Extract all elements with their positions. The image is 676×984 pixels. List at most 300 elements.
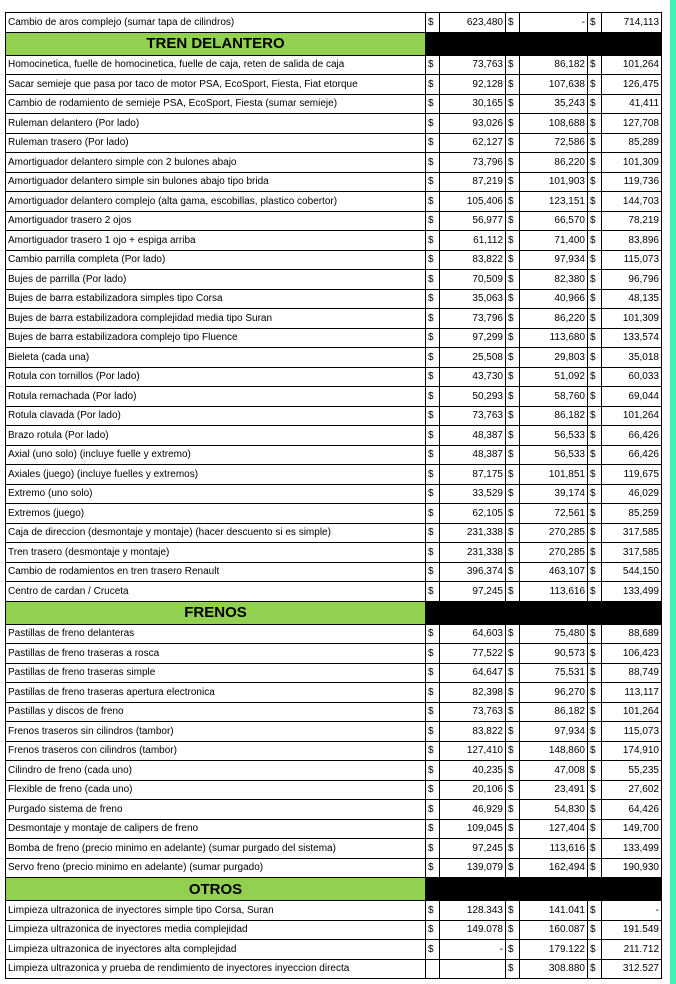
currency-symbol: $ [506,819,520,839]
item-description: Extremos (juego) [6,504,426,524]
currency-symbol: $ [506,901,520,921]
price-3: 88,749 [602,663,662,683]
price-3: 113,117 [602,683,662,703]
currency-symbol: $ [506,172,520,192]
currency-symbol: $ [588,328,602,348]
currency-symbol: $ [426,133,440,153]
table-row [6,858,662,878]
table-row [6,231,662,251]
price-3: 544,150 [602,562,662,582]
price-2: 51,092 [520,367,588,387]
currency-symbol: $ [506,309,520,329]
price-2: 123,151 [520,192,588,212]
table-row [6,582,662,602]
price-3: 83,896 [602,231,662,251]
currency-symbol: $ [506,644,520,664]
currency-symbol: $ [506,270,520,290]
price-2: 141.041 [520,901,588,921]
section-header-fill [426,32,662,55]
price-2: 29,803 [520,348,588,368]
currency-symbol: $ [506,624,520,644]
price-1: 56,977 [440,211,506,231]
price-3: 35,018 [602,348,662,368]
price-3: 101,264 [602,702,662,722]
item-description: Pastillas de freno traseras apertura electronica [6,683,426,703]
table-row [6,406,662,426]
currency-symbol: $ [506,348,520,368]
currency-symbol: $ [588,387,602,407]
section-header-fill [426,878,662,901]
currency-symbol: $ [588,800,602,820]
table-row [6,562,662,582]
currency-symbol: $ [426,348,440,368]
price-1: 73,763 [440,406,506,426]
price-3: 101,264 [602,55,662,75]
price-3: 85,259 [602,504,662,524]
currency-symbol: $ [588,94,602,114]
table-row [6,722,662,742]
currency-symbol [426,959,440,979]
price-2: 58,760 [520,387,588,407]
price-2: 86,182 [520,55,588,75]
table-row [6,153,662,173]
currency-symbol: $ [426,406,440,426]
currency-symbol: $ [588,644,602,664]
currency-symbol: $ [588,211,602,231]
table-row [6,663,662,683]
currency-symbol: $ [426,839,440,859]
currency-symbol: $ [506,484,520,504]
currency-symbol: $ [588,663,602,683]
price-1: 73,763 [440,702,506,722]
price-2: 270,285 [520,543,588,563]
section-header-row [6,32,662,55]
price-1: 73,796 [440,153,506,173]
currency-symbol: $ [426,858,440,878]
item-description: Amortiguador delantero simple con 2 bulones abajo [6,153,426,173]
table-row [6,543,662,563]
item-description: Limpieza ultrazonica de inyectores simple tipo Corsa, Suran [6,901,426,921]
currency-symbol: $ [588,192,602,212]
price-1: - [440,940,506,960]
price-1: 92,128 [440,75,506,95]
item-description: Amortiguador trasero 2 ojos [6,211,426,231]
currency-symbol: $ [506,114,520,134]
price-3: 106,423 [602,644,662,664]
price-3: 60,033 [602,367,662,387]
table-row [6,465,662,485]
item-description: Pastillas de freno delanteras [6,624,426,644]
table-row [6,192,662,212]
currency-symbol: $ [426,250,440,270]
item-description: Bujes de barra estabilizadora simples tipo Corsa [6,289,426,309]
currency-symbol: $ [588,445,602,465]
price-1: 97,245 [440,839,506,859]
currency-symbol: $ [426,663,440,683]
price-1: 48,387 [440,445,506,465]
currency-symbol: $ [426,328,440,348]
currency-symbol: $ [426,523,440,543]
currency-symbol: $ [506,523,520,543]
currency-symbol: $ [426,192,440,212]
price-2: 101,903 [520,172,588,192]
currency-symbol: $ [426,114,440,134]
currency-symbol: $ [588,13,602,33]
item-description: Bujes de barra estabilizadora complejo tipo Fluence [6,328,426,348]
table-row [6,289,662,309]
price-2: 39,174 [520,484,588,504]
price-3: 317,585 [602,523,662,543]
price-1: 46,929 [440,800,506,820]
item-description: Bujes de barra estabilizadora complejidad media tipo Suran [6,309,426,329]
item-description: Cambio de rodamientos en tren trasero Renault [6,562,426,582]
currency-symbol: $ [588,683,602,703]
price-2: 54,830 [520,800,588,820]
currency-symbol: $ [426,683,440,703]
currency-symbol: $ [588,367,602,387]
price-table-body [6,13,662,979]
price-3: 66,426 [602,426,662,446]
currency-symbol: $ [506,192,520,212]
price-2: 96,270 [520,683,588,703]
currency-symbol: $ [588,289,602,309]
price-1: 83,822 [440,722,506,742]
price-1: 623,480 [440,13,506,33]
price-1: 20,106 [440,780,506,800]
item-description: Cilindro de freno (cada uno) [6,761,426,781]
currency-symbol: $ [426,920,440,940]
currency-symbol: $ [588,250,602,270]
currency-symbol: $ [588,959,602,979]
price-3: 714,113 [602,13,662,33]
currency-symbol: $ [426,94,440,114]
price-2: 308.880 [520,959,588,979]
currency-symbol: $ [506,741,520,761]
currency-symbol: $ [506,153,520,173]
price-1: 127,410 [440,741,506,761]
table-row [6,819,662,839]
table-row [6,702,662,722]
currency-symbol: $ [426,624,440,644]
table-row [6,445,662,465]
currency-symbol: $ [426,761,440,781]
price-1: 50,293 [440,387,506,407]
price-1: 30,165 [440,94,506,114]
price-1: 231,338 [440,523,506,543]
price-1: 62,127 [440,133,506,153]
table-row [6,940,662,960]
item-description: Pastillas de freno traseras a rosca [6,644,426,664]
right-edge-strip [670,0,676,984]
table-row [6,114,662,134]
price-2: 160.087 [520,920,588,940]
item-description: Rotula con tornillos (Por lado) [6,367,426,387]
item-description: Tren trasero (desmontaje y montaje) [6,543,426,563]
price-3: 69,044 [602,387,662,407]
price-1: 25,508 [440,348,506,368]
currency-symbol: $ [506,13,520,33]
currency-symbol: $ [588,901,602,921]
price-3: 190,930 [602,858,662,878]
currency-symbol: $ [588,484,602,504]
price-2: 113,616 [520,839,588,859]
currency-symbol: $ [426,465,440,485]
item-description: Brazo rotula (Por lado) [6,426,426,446]
table-row [6,348,662,368]
price-2: 56,533 [520,426,588,446]
section-title: TREN DELANTERO [6,32,426,55]
currency-symbol: $ [426,75,440,95]
item-description: Bieleta (cada una) [6,348,426,368]
price-3: 101,264 [602,406,662,426]
price-1: 97,245 [440,582,506,602]
price-2: 86,220 [520,309,588,329]
currency-symbol: $ [506,504,520,524]
currency-symbol: $ [426,800,440,820]
currency-symbol: $ [426,289,440,309]
currency-symbol: $ [506,722,520,742]
price-1 [440,959,506,979]
section-title: OTROS [6,878,426,901]
price-1: 33,529 [440,484,506,504]
table-row [6,504,662,524]
currency-symbol: $ [588,562,602,582]
currency-symbol: $ [506,761,520,781]
price-3: 78,219 [602,211,662,231]
item-description: Axial (uno solo) (incluye fuelle y extremo) [6,445,426,465]
price-3: 133,499 [602,582,662,602]
price-2: 162,494 [520,858,588,878]
price-2: 86,182 [520,702,588,722]
price-1: 97,299 [440,328,506,348]
currency-symbol: $ [426,702,440,722]
currency-symbol: $ [506,445,520,465]
price-3: 119,736 [602,172,662,192]
item-description: Limpieza ultrazonica y prueba de rendimiento de inyectores inyeccion directa [6,959,426,979]
price-3: 126,475 [602,75,662,95]
table-row [6,426,662,446]
price-2: 101,851 [520,465,588,485]
currency-symbol: $ [426,901,440,921]
currency-symbol: $ [588,426,602,446]
currency-symbol: $ [506,289,520,309]
table-row [6,901,662,921]
currency-symbol: $ [426,309,440,329]
price-1: 105,406 [440,192,506,212]
table-row [6,75,662,95]
currency-symbol: $ [588,702,602,722]
currency-symbol: $ [588,75,602,95]
price-1: 139,079 [440,858,506,878]
currency-symbol: $ [426,445,440,465]
price-1: 396,374 [440,562,506,582]
currency-symbol: $ [506,406,520,426]
price-1: 128.343 [440,901,506,921]
price-2: 75,531 [520,663,588,683]
item-description: Extremo (uno solo) [6,484,426,504]
table-row [6,13,662,33]
currency-symbol: $ [506,562,520,582]
currency-symbol: $ [426,940,440,960]
price-3: 211.712 [602,940,662,960]
price-2: 148,860 [520,741,588,761]
currency-symbol: $ [426,172,440,192]
item-description: Cambio de rodamiento de semieje PSA, EcoSport, Fiesta (sumar semieje) [6,94,426,114]
currency-symbol: $ [588,133,602,153]
price-2: 107,638 [520,75,588,95]
table-row [6,624,662,644]
price-2: 47,008 [520,761,588,781]
item-description: Pastillas de freno traseras simple [6,663,426,683]
currency-symbol: $ [588,270,602,290]
currency-symbol: $ [506,387,520,407]
currency-symbol: $ [588,839,602,859]
price-3: 48,135 [602,289,662,309]
currency-symbol: $ [426,484,440,504]
price-1: 40,235 [440,761,506,781]
price-1: 231,338 [440,543,506,563]
price-2: 108,688 [520,114,588,134]
currency-symbol: $ [588,780,602,800]
table-row [6,133,662,153]
item-description: Bomba de freno (precio minimo en adelante) (sumar purgado del sistema) [6,839,426,859]
currency-symbol: $ [506,839,520,859]
currency-symbol: $ [506,920,520,940]
price-1: 109,045 [440,819,506,839]
currency-symbol: $ [506,940,520,960]
item-description: Axiales (juego) (incluye fuelles y extremos) [6,465,426,485]
item-description: Bujes de parrilla (Por lado) [6,270,426,290]
price-2: 75,480 [520,624,588,644]
table-row [6,211,662,231]
item-description: Centro de cardan / Cruceta [6,582,426,602]
price-2: 179.122 [520,940,588,960]
table-row [6,761,662,781]
currency-symbol: $ [588,153,602,173]
currency-symbol: $ [588,55,602,75]
currency-symbol: $ [426,562,440,582]
currency-symbol: $ [426,426,440,446]
price-3: 149,700 [602,819,662,839]
price-2: 66,570 [520,211,588,231]
currency-symbol: $ [426,55,440,75]
price-1: 64,647 [440,663,506,683]
currency-symbol: $ [506,94,520,114]
price-2: 97,934 [520,722,588,742]
currency-symbol: $ [588,920,602,940]
price-2: 71,400 [520,231,588,251]
currency-symbol: $ [506,702,520,722]
currency-symbol: $ [426,819,440,839]
price-3: 96,796 [602,270,662,290]
currency-symbol: $ [588,940,602,960]
item-description: Pastillas y discos de freno [6,702,426,722]
table-row [6,328,662,348]
item-description: Cambio parrilla completa (Por lado) [6,250,426,270]
table-row [6,683,662,703]
currency-symbol: $ [426,504,440,524]
currency-symbol: $ [506,328,520,348]
currency-symbol: $ [506,683,520,703]
table-row [6,959,662,979]
currency-symbol: $ [588,858,602,878]
currency-symbol: $ [588,465,602,485]
price-3: 85,289 [602,133,662,153]
price-1: 87,219 [440,172,506,192]
currency-symbol: $ [506,780,520,800]
item-description: Servo freno (precio minimo en adelante) (sumar purgado) [6,858,426,878]
table-row [6,94,662,114]
item-description: Rotula remachada (Por lado) [6,387,426,407]
currency-symbol: $ [506,231,520,251]
section-title: FRENOS [6,601,426,624]
item-description: Limpieza ultrazonica de inyectores alta complejidad [6,940,426,960]
currency-symbol: $ [426,741,440,761]
price-1: 93,026 [440,114,506,134]
price-3: 317,585 [602,543,662,563]
price-3: 115,073 [602,250,662,270]
price-1: 87,175 [440,465,506,485]
item-description: Caja de direccion (desmontaje y montaje) (hacer descuento si es simple) [6,523,426,543]
price-1: 73,796 [440,309,506,329]
table-row [6,250,662,270]
currency-symbol: $ [588,582,602,602]
currency-symbol: $ [426,644,440,664]
price-2: 82,380 [520,270,588,290]
price-3: 41,411 [602,94,662,114]
table-row [6,780,662,800]
price-1: 82,398 [440,683,506,703]
table-row [6,920,662,940]
currency-symbol: $ [426,780,440,800]
currency-symbol: $ [506,582,520,602]
table-row [6,55,662,75]
table-row [6,800,662,820]
price-3: 312.527 [602,959,662,979]
price-3: 119,675 [602,465,662,485]
price-1: 35,063 [440,289,506,309]
price-2: 113,616 [520,582,588,602]
item-description: Frenos traseros con cilindros (tambor) [6,741,426,761]
item-description: Ruleman delantero (Por lado) [6,114,426,134]
currency-symbol: $ [588,406,602,426]
price-1: 61,112 [440,231,506,251]
price-2: 23,491 [520,780,588,800]
price-3: - [602,901,662,921]
price-3: 46,029 [602,484,662,504]
item-description: Rotula clavada (Por lado) [6,406,426,426]
price-table [5,12,662,979]
currency-symbol: $ [426,722,440,742]
price-2: 97,934 [520,250,588,270]
currency-symbol: $ [506,55,520,75]
currency-symbol: $ [506,367,520,387]
currency-symbol: $ [588,348,602,368]
table-row [6,839,662,859]
currency-symbol: $ [588,523,602,543]
section-header-row [6,601,662,624]
price-1: 48,387 [440,426,506,446]
price-2: 35,243 [520,94,588,114]
table-row [6,484,662,504]
price-1: 149.078 [440,920,506,940]
section-header-row [6,878,662,901]
currency-symbol: $ [588,819,602,839]
price-3: 66,426 [602,445,662,465]
price-1: 43,730 [440,367,506,387]
price-2: 86,182 [520,406,588,426]
price-2: 270,285 [520,523,588,543]
